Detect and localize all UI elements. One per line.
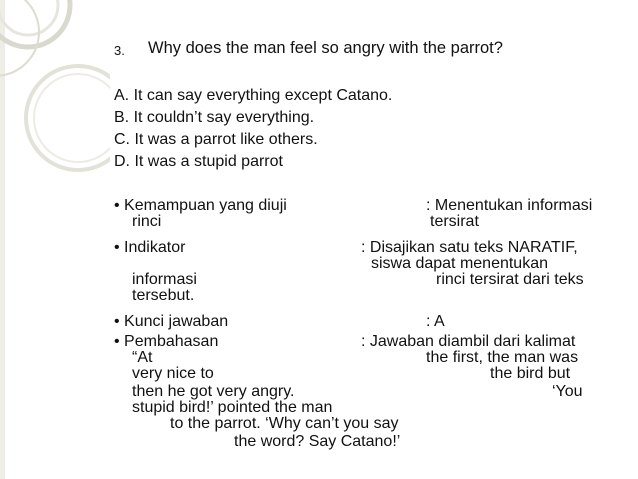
indikator-cont-b: rinci tersirat dari teks xyxy=(436,271,584,288)
indikator-cont-a: informasi xyxy=(132,271,197,288)
indikator-cont-c: tersebut. xyxy=(132,287,195,304)
pembahasan-line-2b: the bird but xyxy=(490,365,571,382)
option-c: C. It was a parrot like others. xyxy=(114,131,318,148)
kemampuan-value-cont: tersirat xyxy=(430,213,479,230)
question-number: 3. xyxy=(114,43,125,58)
pembahasan-line-3a: then he got very angry. xyxy=(132,383,295,400)
option-b: B. It couldn’t say everything. xyxy=(114,109,315,126)
indikator-value-line-2: siswa dapat menentukan xyxy=(371,255,548,272)
deco-circle-outer xyxy=(0,0,70,47)
decorative-circles xyxy=(0,0,110,479)
kemampuan-label-cont: rinci xyxy=(132,213,162,230)
pembahasan-line-3b: ‘You xyxy=(552,383,583,400)
indikator-value-line-1: : Disajikan satu teks NARATIF, xyxy=(361,239,578,256)
pembahasan-line-2a: very nice to xyxy=(132,365,214,382)
question-text: Why does the man feel so angry with the parrot? xyxy=(148,39,503,57)
kemampuan-label: • Kemampuan yang diuji xyxy=(114,197,287,214)
pembahasan-line-1a: “At xyxy=(132,349,153,366)
left-margin-band xyxy=(0,0,5,479)
option-a: A. It can say everything except Catano. xyxy=(114,87,393,104)
indikator-label: • Indikator xyxy=(114,239,186,256)
pembahasan-line-6: the word? Say Catano!’ xyxy=(234,433,401,450)
kunci-value: : A xyxy=(426,313,445,330)
option-d: D. It was a stupid parrot xyxy=(114,153,283,170)
deco-circle-lower xyxy=(26,66,110,170)
pembahasan-line-5: to the parrot. ‘Why can’t you say xyxy=(170,415,399,432)
pembahasan-line-1b: the first, the man was xyxy=(426,349,579,366)
pembahasan-value: : Jawaban diambil dari kalimat xyxy=(361,333,576,350)
pembahasan-label: • Pembahasan xyxy=(114,333,219,350)
pembahasan-line-4: stupid bird!’ pointed the man xyxy=(132,399,333,416)
deco-circle-lower-inner xyxy=(34,74,110,162)
kemampuan-value: : Menentukan informasi xyxy=(426,197,593,214)
kunci-label: • Kunci jawaban xyxy=(114,313,229,330)
